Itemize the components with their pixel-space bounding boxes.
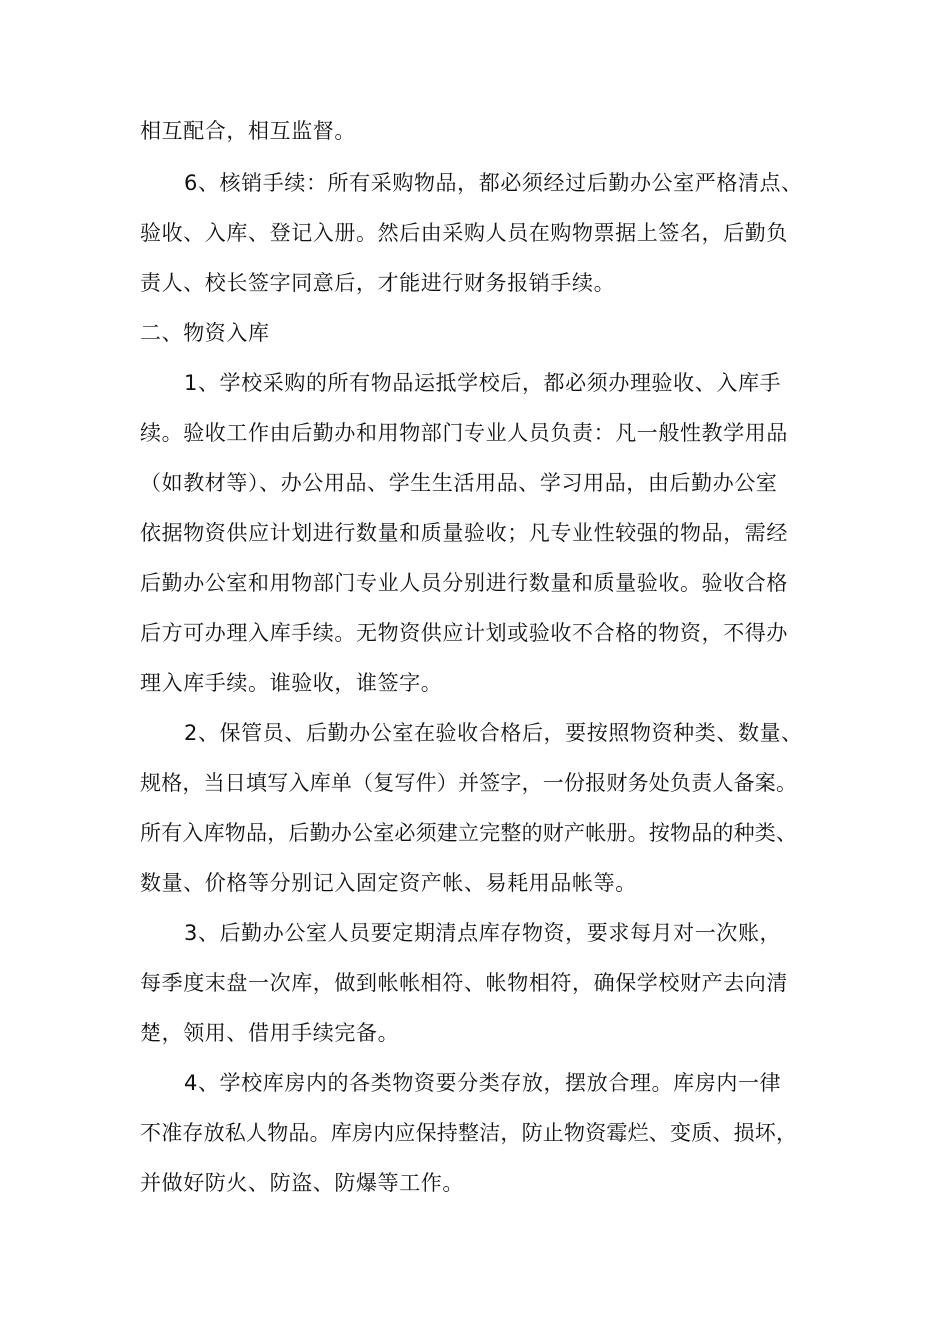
text-line: 后勤办公室和用物部门专业人员分别进行数量和质量验收。验收合格 [140,571,788,595]
text-line: 1、学校采购的所有物品运抵学校后，都必须办理验收、入库手 [184,371,782,395]
text-line: 依据物资供应计划进行数量和质量验收；凡专业性较强的物品，需经 [140,521,788,545]
text-line: 楚，领用、借用手续完备。 [140,1021,400,1045]
text-line: 并做好防火、防盗、防爆等工作。 [140,1171,464,1195]
text-line: 3、后勤办公室人员要定期清点库存物资，要求每月对一次账， [184,921,782,945]
text-line: 每季度末盘一次库，做到帐帐相符、帐物相符，确保学校财产去向清 [140,971,788,995]
text-line: 责人、校长签字同意后，才能进行财务报销手续。 [140,271,616,295]
text-line: 所有入库物品，后勤办公室必须建立完整的财产帐册。按物品的种类、 [140,821,798,845]
text-line: 验收、入库、登记入册。然后由采购人员在购物票据上签名，后勤负 [140,221,788,245]
text-line: 续。验收工作由后勤办和用物部门专业人员负责：凡一般性教学用品 [140,421,788,445]
text-line: 数量、价格等分别记入固定资产帐、易耗用品帐等。 [140,871,637,895]
text-line: 规格，当日填写入库单（复写件）并签字，一份报财务处负责人备案。 [140,771,798,795]
text-line: 4、学校库房内的各类物资要分类存放，摆放合理。库房内一律 [184,1071,782,1095]
text-line: 理入库手续。谁验收，谁签字。 [140,671,443,695]
text-line: 2、保管员、后勤办公室在验收合格后，要按照物资种类、数量、 [184,721,803,745]
text-line: 后方可办理入库手续。无物资供应计划或验收不合格的物资，不得办 [140,621,788,645]
text-line: 相互配合，相互监督。 [140,119,356,143]
text-line: 6、核销手续：所有采购物品，都必须经过后勤办公室严格清点、 [184,171,803,195]
text-line: 不准存放私人物品。库房内应保持整洁，防止物资霉烂、变质、损坏， [140,1121,798,1145]
text-line: （如教材等）、办公用品、学生生活用品、学习用品，由后勤办公室 [140,471,778,495]
section-heading: 二、物资入库 [140,321,270,345]
